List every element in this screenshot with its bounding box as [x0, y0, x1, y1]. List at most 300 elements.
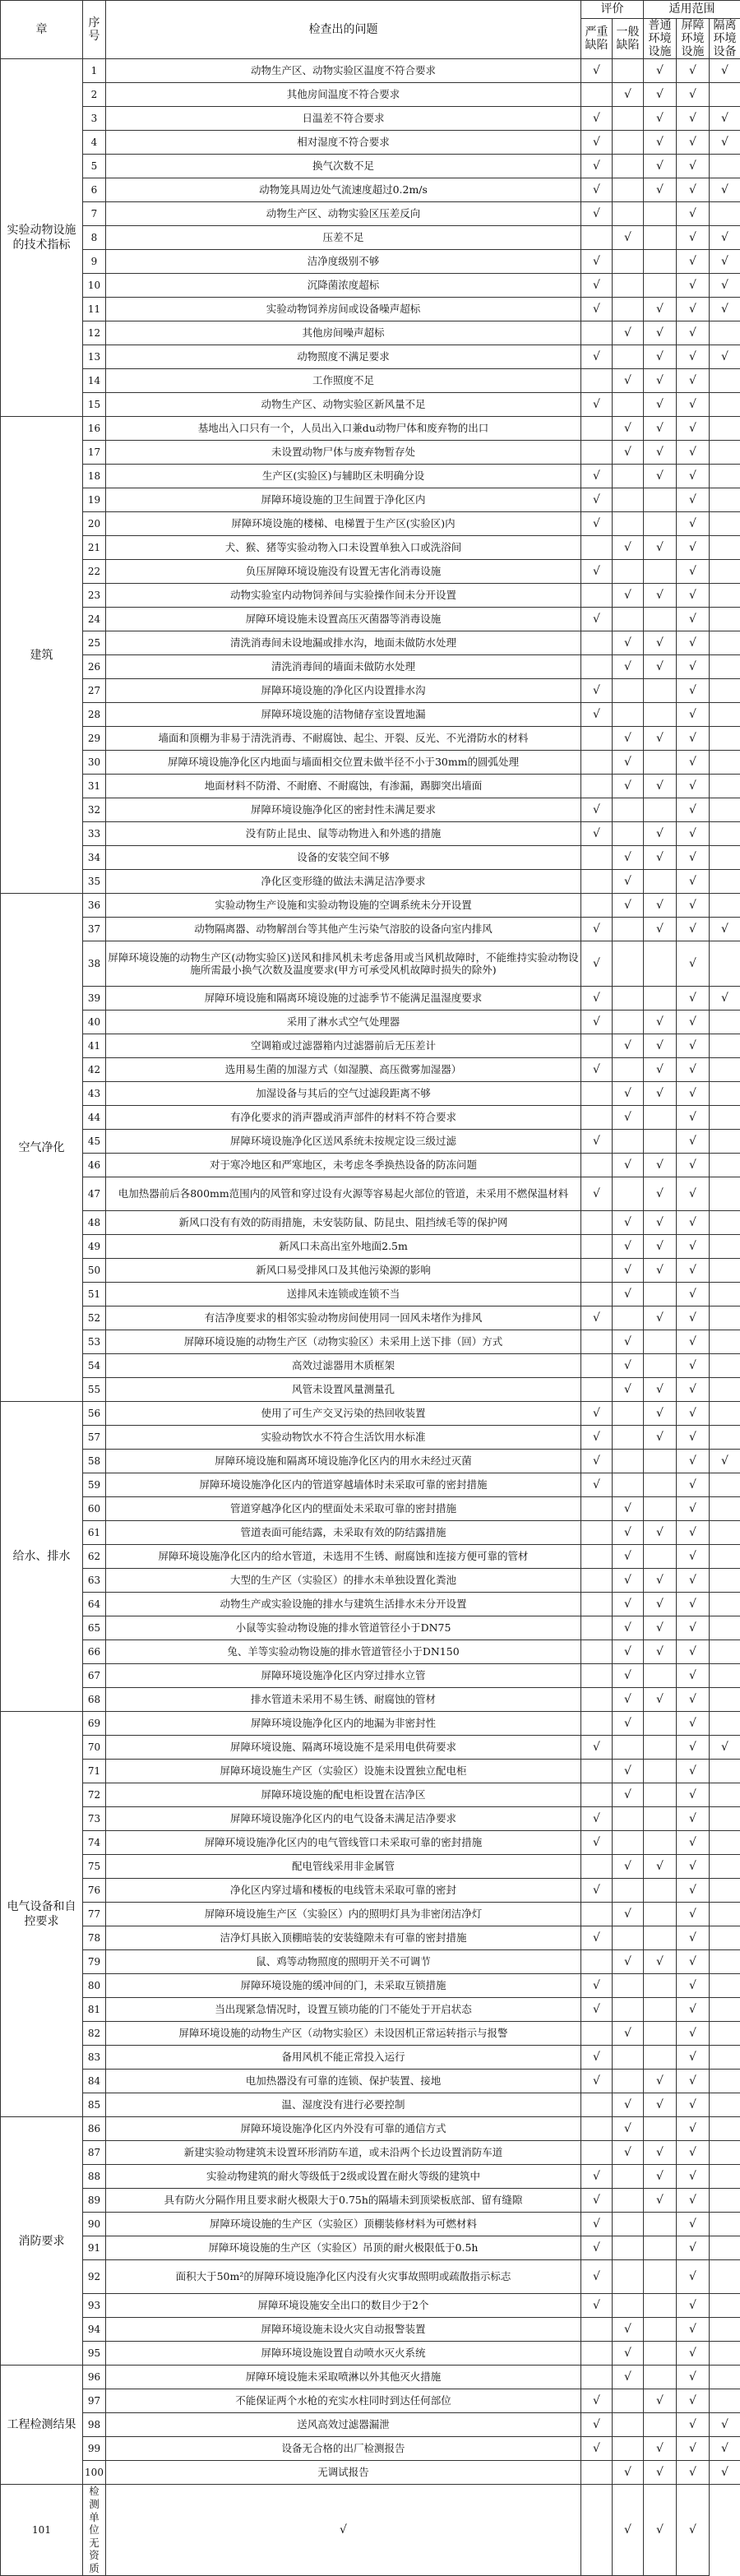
table-row	[1, 1473, 740, 1497]
normal-env-mark: √	[644, 1259, 677, 1283]
barrier-env-mark: √	[677, 131, 710, 155]
isolation-env-mark	[710, 2022, 740, 2046]
table-row	[1, 321, 740, 345]
isolation-env-mark	[710, 1974, 740, 1998]
serious-mark: √	[581, 1426, 613, 1450]
general-mark: √	[613, 1283, 644, 1306]
serious-mark	[581, 441, 613, 465]
header-scope: 适用范围	[644, 1, 740, 19]
table-row	[1, 1664, 740, 1688]
serious-mark	[581, 1106, 613, 1130]
barrier-env-mark: √	[677, 584, 710, 608]
serious-mark: √	[581, 987, 613, 1011]
issue-text: 备用风机不能正常投入运行	[106, 2046, 581, 2070]
normal-env-mark	[644, 2117, 677, 2141]
normal-env-mark: √	[644, 918, 677, 941]
isolation-env-mark	[710, 1235, 740, 1259]
general-mark	[613, 202, 644, 226]
normal-env-mark: √	[644, 2165, 677, 2189]
issue-text: 动物照度不满足要求	[106, 345, 581, 369]
isolation-env-mark	[710, 1640, 740, 1664]
barrier-env-mark: √	[677, 679, 710, 703]
general-mark: √	[613, 417, 644, 441]
table-row	[1, 155, 740, 178]
row-number: 66	[83, 1640, 106, 1664]
serious-mark: √	[581, 1831, 613, 1855]
serious-mark	[581, 2461, 613, 2485]
normal-env-mark	[644, 1736, 677, 1760]
issue-text: 新风口没有有效的防雨措施，未安装防鼠、防昆虫、阻挡绒毛等的保护网	[106, 1211, 581, 1235]
general-mark	[613, 941, 644, 987]
serious-mark: √	[581, 1177, 613, 1211]
normal-env-mark	[644, 2294, 677, 2318]
table-row	[1, 1082, 740, 1106]
barrier-env-mark: √	[677, 345, 710, 369]
normal-env-mark	[644, 1283, 677, 1306]
general-mark	[613, 393, 644, 417]
issue-text: 采用了淋水式空气处理器	[106, 1011, 581, 1034]
serious-mark	[581, 1712, 613, 1736]
isolation-env-mark	[710, 1106, 740, 1130]
serious-mark	[581, 2141, 613, 2165]
isolation-env-mark	[710, 1569, 740, 1593]
barrier-env-mark: √	[677, 2342, 710, 2366]
normal-env-mark	[644, 488, 677, 512]
table-row	[1, 441, 740, 465]
barrier-env-mark: √	[677, 369, 710, 393]
general-mark: √	[613, 1783, 644, 1807]
header-category: 章	[1, 1, 83, 59]
isolation-env-mark	[710, 1521, 740, 1545]
barrier-env-mark: √	[677, 2213, 710, 2236]
issue-text: 屏障环境设施的洁物储存室设置地漏	[106, 703, 581, 727]
general-mark	[613, 679, 644, 703]
row-number: 39	[83, 987, 106, 1011]
normal-env-mark	[644, 1783, 677, 1807]
isolation-env-mark	[710, 202, 740, 226]
row-number: 77	[83, 1903, 106, 1926]
table-row	[1, 1354, 740, 1378]
general-mark: √	[613, 1154, 644, 1177]
issue-text: 屏障环境设施净化区内的地漏为非密封性	[106, 1712, 581, 1736]
issue-text: 屏障环境设施净化区内的给水管道，未选用不生锈、耐腐蚀和连接方便可靠的管材	[106, 1545, 581, 1569]
normal-env-mark: √	[644, 2437, 677, 2461]
row-number: 30	[83, 751, 106, 775]
barrier-env-mark: √	[677, 2318, 710, 2342]
row-number: 71	[83, 1760, 106, 1783]
row-number: 40	[83, 1011, 106, 1034]
issue-text: 清洗消毒间未设地漏或排水沟，地面未做防水处理	[106, 631, 581, 655]
general-mark	[613, 1177, 644, 1211]
isolation-env-mark: √	[710, 2461, 740, 2485]
issue-text: 屏障环境设施未设火灾自动报警装置	[106, 2318, 581, 2342]
row-number: 70	[83, 1736, 106, 1760]
normal-env-mark: √	[644, 1521, 677, 1545]
normal-env-mark: √	[644, 465, 677, 488]
normal-env-mark	[644, 2236, 677, 2260]
barrier-env-mark: √	[677, 2389, 710, 2413]
isolation-env-mark	[710, 1034, 740, 1058]
issue-text: 屏障环境设施的动物生产区(动物实验区)送风和排风机未考虑备用或当风机故障时，不能维持实验动物设施所需最小换气次数及温度要求(甲方可承受风机故障时损失的除外)	[106, 941, 581, 987]
isolation-env-mark: √	[710, 250, 740, 274]
serious-mark	[581, 1330, 613, 1354]
normal-env-mark: √	[644, 2070, 677, 2093]
isolation-env-mark: √	[710, 2437, 740, 2461]
serious-mark: √	[581, 465, 613, 488]
general-mark: √	[613, 2366, 644, 2389]
issue-text: 配电管线采用非金属管	[106, 1855, 581, 1879]
barrier-env-mark: √	[677, 1034, 710, 1058]
normal-env-mark	[644, 2260, 677, 2294]
row-number: 63	[83, 1569, 106, 1593]
row-number: 68	[83, 1688, 106, 1712]
isolation-env-mark: √	[710, 59, 740, 83]
issue-text: 实验动物饮水不符合生活饮用水标准	[106, 1426, 581, 1450]
barrier-env-mark: √	[677, 1211, 710, 1235]
table-row	[1, 870, 740, 894]
serious-mark: √	[581, 488, 613, 512]
general-mark	[613, 2389, 644, 2413]
serious-mark: √	[581, 560, 613, 584]
barrier-env-mark: √	[677, 2236, 710, 2260]
issue-text: 动物实验室内动物饲养间与实验操作间未分开设置	[106, 584, 581, 608]
table-row	[1, 1154, 740, 1177]
barrier-env-mark: √	[677, 987, 710, 1011]
issue-text: 屏障环境设施安全出口的数目少于2个	[106, 2294, 581, 2318]
isolation-env-mark	[710, 822, 740, 846]
table-row	[1, 608, 740, 631]
row-number: 51	[83, 1283, 106, 1306]
serious-mark: √	[581, 250, 613, 274]
general-mark: √	[613, 2117, 644, 2141]
serious-mark	[581, 1569, 613, 1593]
barrier-env-mark: √	[677, 2046, 710, 2070]
table-row	[1, 226, 740, 250]
serious-mark: √	[581, 298, 613, 321]
normal-env-mark	[644, 1712, 677, 1736]
general-mark	[613, 2070, 644, 2093]
serious-mark	[581, 584, 613, 608]
issue-text: 屏障环境设施的净化区内设置排水沟	[106, 679, 581, 703]
row-number: 74	[83, 1831, 106, 1855]
isolation-env-mark	[710, 1306, 740, 1330]
serious-mark: √	[581, 1306, 613, 1330]
general-mark: √	[613, 1688, 644, 1712]
barrier-env-mark: √	[677, 1688, 710, 1712]
normal-env-mark: √	[644, 1082, 677, 1106]
issue-text: 管道表面可能结露，未采取有效的防结露措施	[106, 1521, 581, 1545]
row-number: 76	[83, 1879, 106, 1903]
barrier-env-mark: √	[677, 155, 710, 178]
issue-text: 屏障环境设施未设置高压灭菌器等消毒设施	[106, 608, 581, 631]
barrier-env-mark: √	[677, 1106, 710, 1130]
serious-mark	[581, 2117, 613, 2141]
normal-env-mark	[644, 2213, 677, 2236]
barrier-env-mark: √	[677, 83, 710, 107]
isolation-env-mark: √	[710, 1450, 740, 1473]
table-row	[1, 369, 740, 393]
serious-mark: √	[581, 798, 613, 822]
isolation-env-mark: √	[710, 345, 740, 369]
header-isolation-env: 隔离环境设备	[710, 19, 740, 59]
table-row	[1, 987, 740, 1011]
general-mark	[613, 560, 644, 584]
general-mark	[613, 822, 644, 846]
issue-text: 大型的生产区（实验区）的排水未单独设置化粪池	[106, 1569, 581, 1593]
row-number: 31	[83, 775, 106, 798]
row-number: 37	[83, 918, 106, 941]
normal-env-mark: √	[644, 1688, 677, 1712]
general-mark	[613, 1998, 644, 2022]
isolation-env-mark	[710, 1154, 740, 1177]
isolation-env-mark	[710, 2318, 740, 2342]
general-mark	[613, 918, 644, 941]
category-cell: 消防要求	[1, 2117, 83, 2366]
general-mark: √	[613, 441, 644, 465]
category-cell: 建筑	[1, 417, 83, 894]
isolation-env-mark	[710, 536, 740, 560]
barrier-env-mark: √	[677, 1950, 710, 1974]
serious-mark: √	[581, 393, 613, 417]
table-row	[1, 1593, 740, 1616]
table-row	[1, 2342, 740, 2366]
table-row	[1, 703, 740, 727]
table-row	[1, 2093, 740, 2117]
barrier-env-mark: √	[677, 488, 710, 512]
isolation-env-mark	[710, 393, 740, 417]
general-mark: √	[613, 226, 644, 250]
general-mark	[613, 107, 644, 131]
barrier-env-mark: √	[677, 1807, 710, 1831]
general-mark	[613, 798, 644, 822]
isolation-env-mark	[710, 1760, 740, 1783]
row-number: 53	[83, 1330, 106, 1354]
isolation-env-mark	[710, 2213, 740, 2236]
table-row	[1, 894, 740, 918]
issue-text: 犬、猴、猪等实验动物入口未设置单独入口或洗浴间	[106, 536, 581, 560]
serious-mark: √	[581, 1473, 613, 1497]
normal-env-mark	[644, 751, 677, 775]
general-mark	[613, 512, 644, 536]
issue-text: 对于寒冷地区和严寒地区，未考虑冬季换热设备的防冻问题	[106, 1154, 581, 1177]
normal-env-mark: √	[644, 393, 677, 417]
barrier-env-mark: √	[677, 1640, 710, 1664]
isolation-env-mark	[710, 2294, 740, 2318]
issue-text: 屏障环境设施净化区内的电气管线管口未采取可靠的密封措施	[106, 1831, 581, 1855]
issue-text: 新风口未高出室外地面2.5m	[106, 1235, 581, 1259]
serious-mark	[581, 1640, 613, 1664]
isolation-env-mark	[710, 870, 740, 894]
normal-env-mark: √	[644, 131, 677, 155]
issue-text: 无调试报告	[106, 2461, 581, 2485]
serious-mark	[581, 1235, 613, 1259]
row-number: 82	[83, 2022, 106, 2046]
issue-text: 没有防止昆虫、鼠等动物进入和外逃的措施	[106, 822, 581, 846]
barrier-env-mark: √	[677, 822, 710, 846]
normal-env-mark: √	[644, 2093, 677, 2117]
barrier-env-mark: √	[677, 1903, 710, 1926]
table-row	[1, 1034, 740, 1058]
serious-mark: √	[581, 1998, 613, 2022]
barrier-env-mark: √	[677, 321, 710, 345]
general-mark	[613, 274, 644, 298]
issue-text: 动物生产区、动物实验区压差反向	[106, 202, 581, 226]
isolation-env-mark	[710, 1616, 740, 1640]
row-number: 44	[83, 1106, 106, 1130]
serious-mark: √	[581, 155, 613, 178]
normal-env-mark: √	[644, 369, 677, 393]
barrier-env-mark: √	[677, 2117, 710, 2141]
isolation-env-mark	[710, 1058, 740, 1082]
serious-mark	[581, 1688, 613, 1712]
serious-mark: √	[581, 703, 613, 727]
row-number: 93	[83, 2294, 106, 2318]
row-number: 72	[83, 1783, 106, 1807]
table-row	[1, 1330, 740, 1354]
isolation-env-mark	[710, 1130, 740, 1154]
table-row	[1, 1569, 740, 1593]
row-number: 24	[83, 608, 106, 631]
general-mark	[613, 1130, 644, 1154]
isolation-env-mark	[710, 1950, 740, 1974]
general-mark: √	[613, 631, 644, 655]
issue-text: 动物隔离器、动物解剖台等其他产生污染气溶胶的设备向室内排风	[106, 918, 581, 941]
table-row	[1, 1712, 740, 1736]
table-row	[1, 1426, 740, 1450]
general-mark	[613, 1831, 644, 1855]
row-number: 86	[83, 2117, 106, 2141]
isolation-env-mark	[710, 1926, 740, 1950]
isolation-env-mark: √	[710, 298, 740, 321]
barrier-env-mark: √	[677, 417, 710, 441]
table-row	[1, 679, 740, 703]
general-mark	[613, 1426, 644, 1450]
isolation-env-mark	[710, 2046, 740, 2070]
barrier-env-mark: √	[677, 1130, 710, 1154]
isolation-env-mark	[710, 369, 740, 393]
row-number: 78	[83, 1926, 106, 1950]
serious-mark	[581, 1521, 613, 1545]
table-row	[1, 1640, 740, 1664]
serious-mark	[581, 2342, 613, 2366]
table-row	[1, 1306, 740, 1330]
row-number: 100	[83, 2461, 106, 2485]
table-row	[1, 1402, 740, 1426]
table-row	[1, 178, 740, 202]
table-row	[1, 1521, 740, 1545]
table-row	[1, 2413, 740, 2437]
row-number: 45	[83, 1130, 106, 1154]
issue-text: 屏障环境设施的配电柜设置在洁净区	[106, 1783, 581, 1807]
normal-env-mark	[644, 1354, 677, 1378]
table-header	[1, 1, 740, 59]
serious-mark: √	[581, 1011, 613, 1034]
general-mark	[613, 345, 644, 369]
barrier-env-mark: √	[677, 2461, 710, 2485]
issue-text: 管道穿越净化区内的壁面处未采取可靠的密封措施	[106, 1497, 581, 1521]
table-row	[1, 1831, 740, 1855]
row-number: 47	[83, 1177, 106, 1211]
normal-env-mark: √	[644, 846, 677, 870]
serious-mark	[581, 1034, 613, 1058]
serious-mark: √	[581, 1450, 613, 1473]
barrier-env-mark: √	[677, 1736, 710, 1760]
general-mark	[613, 250, 644, 274]
barrier-env-mark: √	[677, 703, 710, 727]
normal-env-mark: √	[644, 655, 677, 679]
isolation-env-mark	[710, 1283, 740, 1306]
table-row	[1, 2318, 740, 2342]
serious-mark: √	[581, 1130, 613, 1154]
table-row	[1, 202, 740, 226]
barrier-env-mark: √	[677, 1879, 710, 1903]
serious-mark: √	[581, 2294, 613, 2318]
barrier-env-mark: √	[677, 870, 710, 894]
issue-text: 实验动物建筑的耐火等级低于2级或设置在耐火等级的建筑中	[106, 2165, 581, 2189]
issue-text: 洁净灯具嵌入顶棚暗装的安装缝隙未有可靠的密封措施	[106, 1926, 581, 1950]
row-number: 2	[83, 83, 106, 107]
table-row	[1, 1011, 740, 1034]
row-number: 10	[83, 274, 106, 298]
barrier-env-mark: √	[677, 1545, 710, 1569]
row-number: 21	[83, 536, 106, 560]
general-mark: √	[613, 1855, 644, 1879]
normal-env-mark	[644, 250, 677, 274]
row-number: 56	[83, 1402, 106, 1426]
issue-text: 地面材料不防滑、不耐磨、不耐腐蚀，有渗漏，踢脚突出墙面	[106, 775, 581, 798]
general-mark	[613, 465, 644, 488]
normal-env-mark	[644, 1130, 677, 1154]
normal-env-mark: √	[644, 178, 677, 202]
barrier-env-mark: √	[677, 798, 710, 822]
general-mark	[581, 2485, 613, 2575]
table-row	[1, 2389, 740, 2413]
normal-env-mark	[644, 941, 677, 987]
isolation-env-mark	[710, 1330, 740, 1354]
normal-env-mark: √	[644, 1058, 677, 1082]
table-row	[1, 250, 740, 274]
barrier-env-mark: √	[677, 1082, 710, 1106]
issue-text: 沉降菌浓度超标	[106, 274, 581, 298]
isolation-env-mark: √	[710, 918, 740, 941]
issue-text: 动物笼具周边处气流速度超过0.2m/s	[106, 178, 581, 202]
table-row	[1, 1450, 740, 1473]
table-row	[1, 2141, 740, 2165]
barrier-env-mark: √	[677, 1402, 710, 1426]
isolation-env-mark	[710, 512, 740, 536]
serious-mark	[581, 1497, 613, 1521]
isolation-env-mark	[710, 2093, 740, 2117]
normal-env-mark: √	[644, 417, 677, 441]
row-number: 26	[83, 655, 106, 679]
normal-env-mark	[644, 1926, 677, 1950]
row-number: 7	[83, 202, 106, 226]
general-mark	[613, 1402, 644, 1426]
table-row	[1, 274, 740, 298]
serious-mark: √	[581, 512, 613, 536]
row-number: 34	[83, 846, 106, 870]
row-number: 99	[83, 2437, 106, 2461]
isolation-env-mark	[710, 1082, 740, 1106]
serious-mark: √	[581, 1879, 613, 1903]
isolation-env-mark	[710, 2165, 740, 2189]
issue-text: 电加热器前后各800mm范围内的风管和穿过设有火源等容易起火部位的管道，未采用不燃保温材料	[106, 1177, 581, 1211]
barrier-env-mark: √	[677, 1760, 710, 1783]
barrier-env-mark: √	[677, 1283, 710, 1306]
serious-mark: √	[581, 2260, 613, 2294]
row-number: 84	[83, 2070, 106, 2093]
normal-env-mark	[644, 798, 677, 822]
